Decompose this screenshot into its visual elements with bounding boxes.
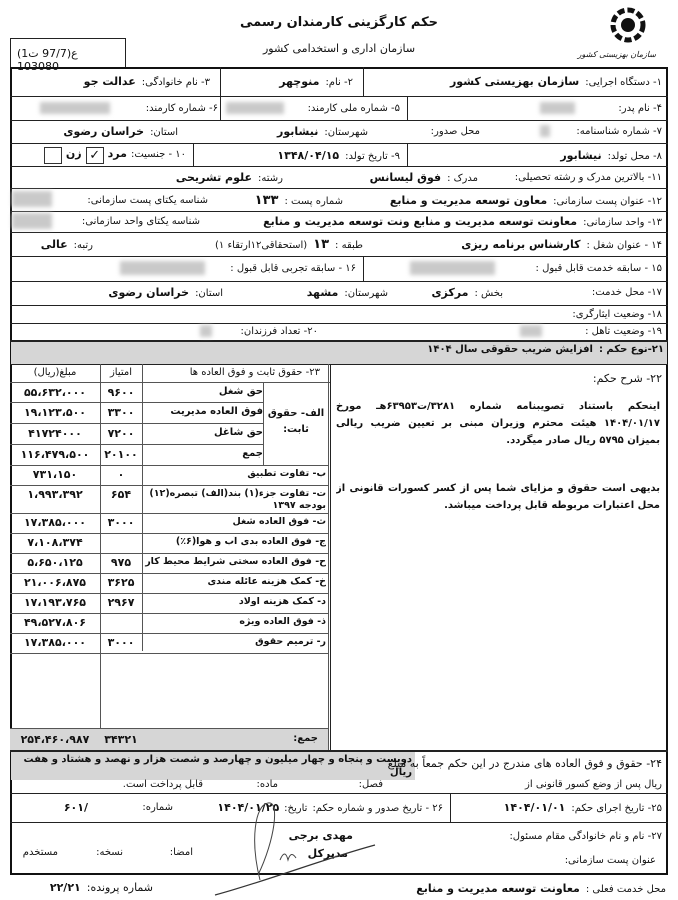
salary-row-label: ر- ترمیم حقوق — [255, 636, 326, 647]
executive-agency-field — [450, 75, 662, 88]
fixed-row-label: حق شغل — [218, 386, 263, 397]
first-name-field — [279, 75, 353, 88]
salary-row-label: ث- فوق العاده شغل — [232, 516, 326, 527]
file-number-value: ۲۲/۲۱ — [49, 881, 81, 894]
last-name-value: عدالت جو — [83, 75, 136, 88]
salary-row-score: ۶۵۴ — [110, 488, 132, 501]
salary-row-label: ت- تفاوت جزء(۱) بند(الف) تبصره(۱۲) بودجه ۱۳۹۷ — [149, 488, 326, 511]
salary-row-label: د- کمک هزینه اولاد — [238, 596, 326, 607]
salary-row-label: ب- تفاوت تطبیق — [247, 468, 326, 479]
article-label: ماده: — [256, 779, 278, 790]
file-number-label: شماره پرونده: — [86, 881, 153, 894]
fixed-row-amount: ۱۹،۱۲۳،۵۰۰ — [23, 406, 87, 419]
gender-female-checkbox[interactable] — [44, 147, 62, 164]
birth-date-value: ۱۳۴۸/۰۴/۱۵ — [277, 149, 340, 162]
total-label: جمع: — [293, 733, 318, 744]
children-count-label: ۲۰- تعداد فرزندان: — [240, 326, 318, 337]
degree-field — [370, 171, 478, 184]
experience-record-label: ۱۶ - سابقه تجربی قابل قبول : — [230, 263, 356, 274]
education-label: ۱۱- بالاترین مدرک و رشته تحصیلی: — [514, 172, 662, 183]
fixed-row-score: ۳۳۰۰ — [107, 406, 135, 419]
salary-row-amount: ۴۹،۵۲۷،۸۰۶ — [23, 616, 87, 629]
class-value: ۱۳ — [313, 237, 330, 252]
post-title-value: معاون توسعه مدیریت و منابع — [389, 194, 548, 207]
order-type-label: ۲۱-نوع حکم : — [598, 344, 664, 355]
official-name: مهدی برجی — [288, 829, 353, 842]
issue-date-value: ۱۴۰۴/۰۱/۲۵ — [217, 801, 280, 814]
payment-line2: ریال پس از وضع کسور قانونی از — [525, 779, 662, 790]
city-label: شهرستان: — [324, 127, 368, 138]
degree-value: فوق لیسانس — [369, 171, 442, 184]
official-name-label: ۲۷- نام و نام خانوادگی مقام مسئول: — [509, 831, 662, 842]
order-number-label: شماره: — [142, 802, 173, 813]
birth-place-field — [560, 149, 662, 162]
veteran-status-label: ۱۸- وضعیت ایثارگری: — [572, 309, 662, 320]
city-value: نیشابور — [277, 125, 319, 138]
org-unit-field — [263, 215, 662, 228]
amount-in-words: دویست و پنجاه و چهار میلیون و چهارصد و شصت هزار و نهصد و هشتاد و هفت ریال — [23, 754, 412, 778]
fixed-row-label: حق شاغل — [213, 427, 263, 438]
salary-row-score: ۹۷۵ — [110, 556, 132, 569]
city2-field — [307, 286, 388, 299]
first-name-label: ۲- نام: — [325, 77, 353, 88]
province2-field — [108, 286, 223, 299]
org-unit-value: معاونت توسعه مدیریت و منابع ونت توسعه مدیریت و منابع — [263, 215, 578, 228]
salary-row-amount: ۷۳۱،۱۵۰ — [32, 468, 78, 481]
logo-text: سازمان بهزیستی کشور — [577, 50, 656, 59]
executive-agency-label: ۱- دستگاه اجرایی: — [585, 77, 662, 88]
order-type-value: افزایش ضریب حقوقی سال ۱۴۰۴ — [427, 344, 593, 355]
national-id-label: ۵- شماره ملی کارمند: — [307, 103, 400, 114]
description-paragraph-1: اینحکم باستناد تصویبنامه شماره ۳۲۸۱/ت۶۳۹۵۳هـ مورخ ۱۴۰۴/۰۱/۱۷ هیئت محترم وزیران مبنی بر تعیین ضریب ریالی بمیزان ۵۷۹۵ ریال صادر میگردد. — [336, 401, 660, 446]
province2-value: خراسان رضوی — [108, 286, 190, 299]
service-record-label: ۱۵ - سابقه خدمت قابل قبول : — [535, 263, 662, 274]
post-number-field — [255, 193, 343, 208]
rank-field — [41, 238, 93, 251]
execution-date-value: ۱۴۰۴/۰۱/۰۱ — [503, 801, 566, 814]
fixed-row-score: ۲۰۱۰۰ — [104, 448, 138, 461]
salary-row-score: ۳۶۲۵ — [107, 576, 135, 589]
class-label: طبقه : — [335, 240, 363, 251]
marital-status-label: ۱۹- وضعیت تاهل : — [585, 326, 662, 337]
birth-place-value: نیشابور — [560, 149, 602, 162]
salary-row-score: ۳۰۰۰ — [107, 516, 135, 529]
copy-label: نسخه: — [96, 847, 123, 858]
post-number-label: شماره پست : — [284, 196, 343, 207]
fixed-salary-group-label: الف- حقوق ثابت: — [267, 408, 325, 435]
first-name-value: منوچهر — [279, 75, 320, 88]
order-number-value: /۶۰۱ — [63, 801, 88, 814]
payable-text: قابل پرداخت است. — [122, 779, 203, 790]
fixed-row-score: ۹۶۰۰ — [107, 386, 135, 399]
class-field — [215, 237, 363, 252]
birth-date-label: ۹- تاریخ تولد: — [345, 151, 400, 162]
execution-date-field — [504, 801, 662, 814]
salary-header-title: ۲۳- حقوق ثابت و فوق العاده ها — [189, 367, 320, 378]
current-service-field — [416, 882, 666, 895]
gender-male-checkbox[interactable]: ✓ — [86, 147, 104, 164]
salary-row-amount: ۱،۹۹۳،۳۹۲ — [27, 488, 83, 501]
salary-row-score: ۳۰۰۰ — [107, 636, 135, 649]
unit-id-label: شناسه یکتای واحد سازمانی: — [81, 216, 200, 227]
post-number-value: ۱۳۳ — [254, 193, 279, 208]
fixed-row-score: ۷۲۰۰ — [107, 427, 135, 440]
gender-female-label: زن — [65, 147, 82, 160]
employee-number-label: ۶- شماره کارمند: — [145, 103, 218, 114]
salary-row-amount: ۱۷،۳۸۵،۰۰۰ — [23, 516, 87, 529]
last-name-label: ۳- نام خانوادگی: — [141, 77, 210, 88]
job-title-value: کارشناس برنامه ریزی — [461, 238, 581, 251]
class-note: (استحقاقی۱۲ارتقاء ۱) — [214, 240, 308, 251]
payment-label: ۲۴- حقوق و فوق العاده های مندرج در این حکم جمعاً به مبلغ — [387, 757, 662, 770]
service-place-label: ۱۷- محل خدمت: — [591, 287, 662, 298]
current-service-value: معاونت توسعه مدیریت و منابع — [416, 882, 580, 895]
description-label: ۲۲- شرح حکم: — [592, 372, 662, 385]
total-score: ۳۴۳۲۱ — [104, 733, 138, 746]
salary-row-amount: ۱۷،۳۸۵،۰۰۰ — [23, 636, 87, 649]
handwritten-signature — [210, 800, 380, 900]
birth-date-field — [277, 149, 400, 162]
official-post: مدیرکل — [307, 847, 348, 860]
salary-row-amount: ۲۱،۰۰۶،۸۷۵ — [23, 576, 87, 589]
major-field — [176, 171, 283, 184]
issue-place-label: محل صدور: — [430, 126, 480, 137]
page-title: حکم کارگزینی کارمندان رسمی — [239, 15, 439, 30]
issue-date-label: تاریخ: — [284, 803, 308, 814]
province-value: خراسان رضوی — [63, 125, 145, 138]
post-title-field — [390, 194, 662, 207]
section-label: بخش : — [474, 288, 503, 299]
fixed-row-amount: ۱۱۶،۴۷۹،۵۰۰ — [20, 448, 90, 461]
salary-row-label: ح- فوق العاده سختی شرایط محیط کار — [145, 556, 326, 567]
salary-row-score: ۲۹۶۷ — [107, 596, 135, 609]
form-code: ع(97/7 ت1) 103080 — [10, 38, 126, 68]
salary-table — [10, 364, 330, 750]
salary-row-label: ج- فوق العاده بدی آب و هوا(۶٪) — [175, 536, 326, 547]
salary-header-score: امتیاز — [109, 367, 133, 378]
section-field — [431, 286, 503, 299]
section-value: مرکزی — [431, 286, 469, 299]
birth-cert-label: ۷- شماره شناسنامه: — [576, 126, 662, 137]
order-type-field — [427, 344, 664, 355]
salary-row-label: ذ- فوق العاده ویژه — [239, 616, 326, 627]
execution-date-label: ۲۵- تاریخ اجرای حکم: — [571, 803, 662, 814]
signature-label: امضا: — [169, 847, 193, 858]
major-value: علوم تشریحی — [175, 171, 253, 184]
fixed-row-amount: ۴۱۷۲۴۰۰۰ — [28, 427, 82, 440]
province-field — [63, 125, 178, 138]
rank-value: عالی — [40, 238, 68, 251]
copy-value: مستخدم — [22, 847, 58, 858]
birth-place-label: ۸- محل تولد: — [607, 151, 662, 162]
gender-male-label: مرد — [107, 147, 127, 160]
fixed-row-amount: ۵۵،۶۳۲،۰۰۰ — [23, 386, 87, 399]
city2-label: شهرستان: — [344, 288, 388, 299]
current-service-label: محل خدمت فعلی : — [585, 884, 666, 895]
major-label: رشته: — [258, 173, 283, 184]
org-unit-label: ۱۳- واحد سازمانی: — [583, 217, 662, 228]
city2-value: مشهد — [306, 286, 339, 299]
gender-field — [44, 147, 186, 164]
salary-row-amount: ۷،۱۰۸،۳۷۴ — [27, 536, 83, 549]
job-title-label: ۱۴ - عنوان شغل : — [586, 240, 662, 251]
city-field — [277, 125, 368, 138]
salary-header-amount: مبلغ(ریال) — [33, 367, 77, 378]
executive-agency-value: سازمان بهزیستی کشور — [449, 75, 580, 88]
father-name-label: ۴- نام پدر: — [618, 103, 662, 114]
fixed-row-label: فوق العاده مدیریت — [170, 406, 263, 417]
page-subtitle: سازمان اداری و استخدامی کشور — [262, 42, 416, 55]
issue-label: ۲۶ - تاریخ صدور و شماره حکم: — [312, 803, 443, 814]
fixed-row-label: جمع — [242, 448, 263, 459]
rank-label: رتبه: — [73, 240, 93, 251]
official-post-label: عنوان پست سازمانی: — [564, 855, 656, 866]
salary-row-amount: ۱۷،۱۹۳،۷۶۵ — [23, 596, 87, 609]
description-paragraph-2: بدیهی است حقوق و مزایای شما پس از کسر کسورات قانونی از محل اعتبارات مربوطه قابل پرداخت میباشد. — [336, 483, 660, 511]
post-id-label: شناسه یکتای پست سازمانی: — [87, 195, 208, 206]
last-name-field — [84, 75, 210, 88]
gender-label: ۱۰ - جنسیت: — [130, 149, 186, 160]
file-number-field — [50, 881, 153, 894]
province-label: استان: — [150, 127, 178, 138]
province2-label: استان: — [195, 288, 223, 299]
chapter-label: فصل: — [358, 779, 383, 790]
total-amount: ۲۵۴،۴۶۰،۹۸۷ — [20, 733, 90, 746]
post-title-label: ۱۲- عنوان پست سازمانی: — [553, 196, 662, 207]
degree-label: مدرک : — [447, 173, 478, 184]
salary-row-score: ۰ — [117, 468, 125, 481]
organization-logo — [577, 4, 658, 68]
salary-row-amount: ۵،۶۵۰،۱۲۵ — [27, 556, 83, 569]
job-title-field — [461, 238, 662, 251]
salary-row-label: خ- کمک هزینه عائله مندی — [207, 576, 326, 587]
